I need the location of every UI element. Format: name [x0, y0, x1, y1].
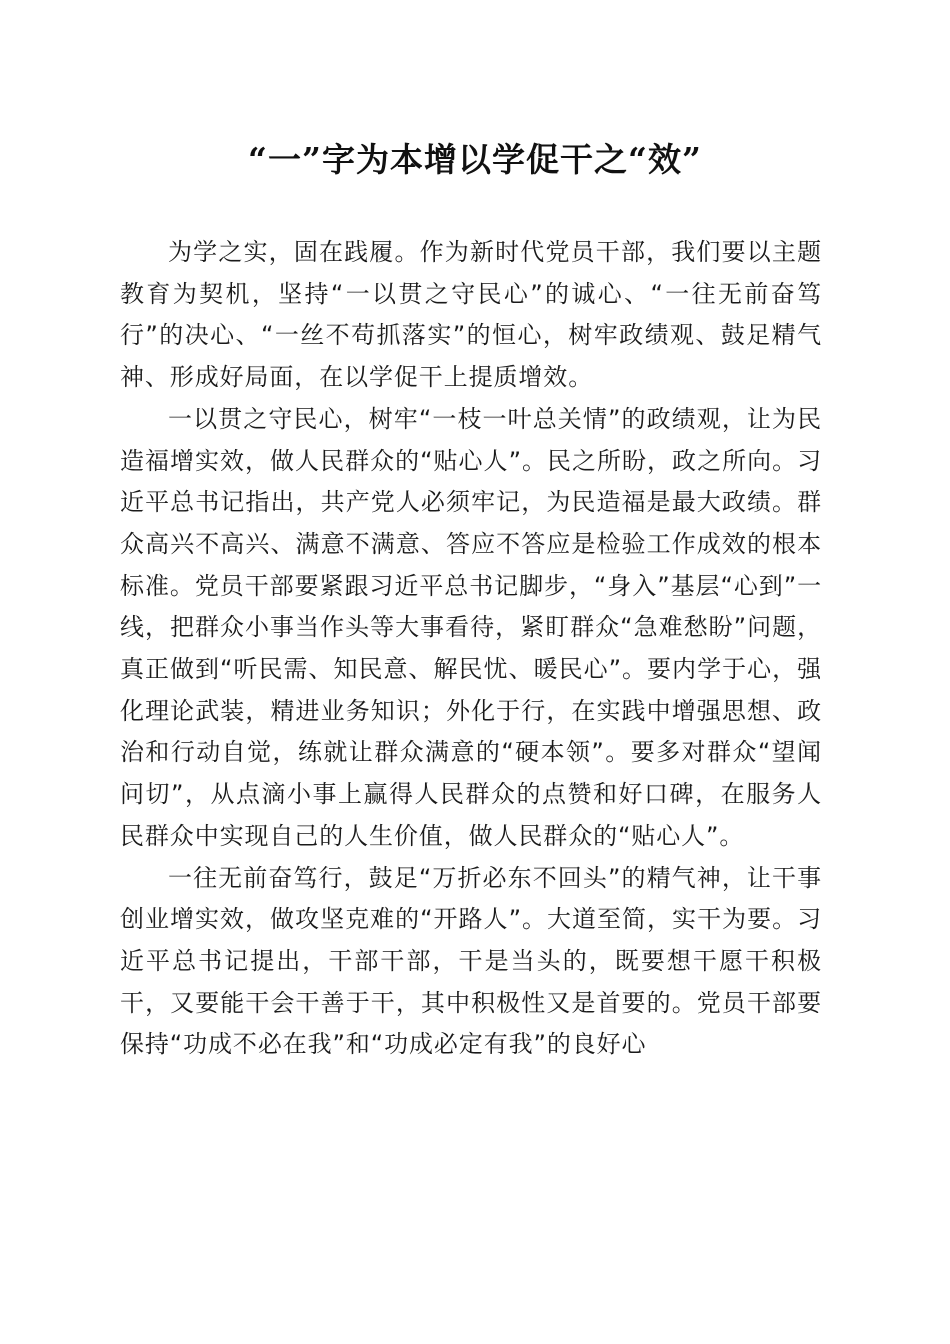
document-title: “一”字为本增以学促干之“效”	[248, 140, 702, 179]
paragraph-people-heart: 一以贯之守民心，树牢“一枝一叶总关情”的政绩观，让为民造福增实效，做人民群众的“贴心人”。民之所盼，政之所向。习近平总书记指出，共产党人必须牢记，为民造福是最大政绩。群众高兴不高兴、满意不满意、答应不答应是检验工作成效的根本标准。党员干部要紧跟习近平总书记脚步，“身入”基层“心到”一线，把群众小事当作头等大事看待，紧盯群众“急难愁盼”问题，真正做到“听民需、知民意、解民忧、暖民心”。要内学于心，强化理论武装，精进业务知识；外化于行，在实践中增强思想、政治和行动自觉，练就让群众满意的“硬本领”。要多对群众“望闻问切”，从点滴小事上赢得人民群众的点赞和好口碑，在服务人民群众中实现自己的人生价值，做人民群众的“贴心人”。	[120, 404, 822, 850]
paragraph-intro: 为学之实，固在践履。作为新时代党员干部，我们要以主题教育为契机，坚持“一以贯之守民心”的诚心、“一往无前奋笃行”的决心、“一丝不苟抓落实”的恒心，树牢政绩观、鼓足精气神、形成好局面，在以学促干上提质增效。	[120, 238, 822, 392]
paragraph-forge-ahead: 一往无前奋笃行，鼓足“万折必东不回头”的精气神，让干事创业增实效，做攻坚克难的“开路人”。大道至简，实干为要。习近平总书记提出，干部干部，干是当头的，既要想干愿干积极干，又要能干会干善于干，其中积极性又是首要的。党员干部要保持“功成不必在我”和“功成必定有我”的良好心	[120, 863, 822, 1059]
document-body	[120, 232, 822, 1066]
